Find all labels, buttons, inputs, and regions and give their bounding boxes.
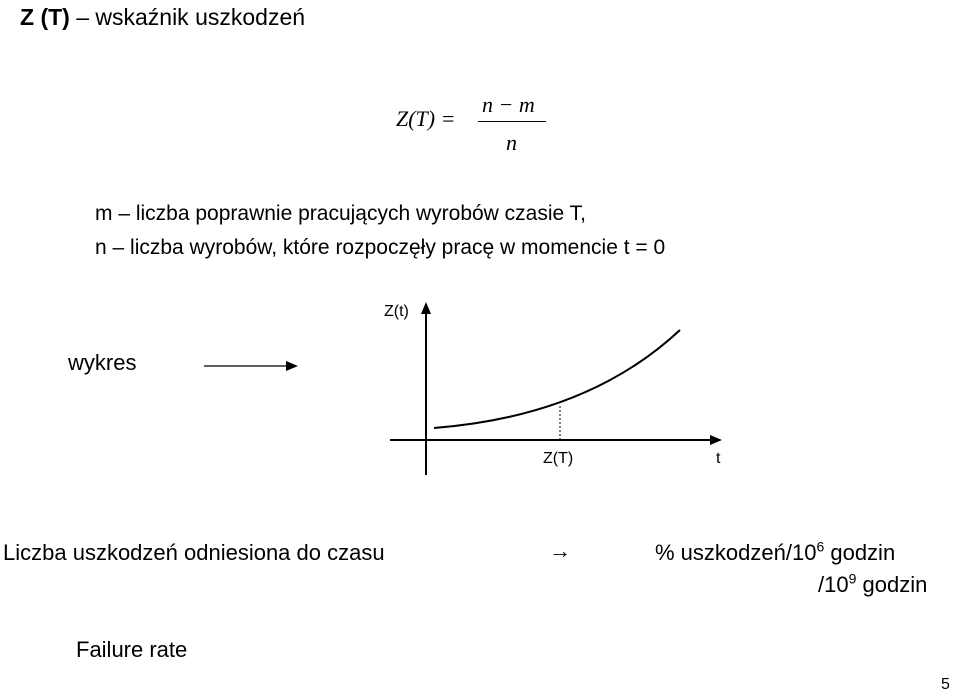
unit-2-suffix: godzin — [856, 572, 928, 597]
title-text: – wskaźnik uszkodzeń — [69, 4, 306, 30]
formula — [396, 92, 566, 162]
unit-1-suffix: godzin — [824, 540, 896, 565]
bottom-left-text: Liczba uszkodzeń odniesiona do czasu — [3, 540, 385, 565]
definition-m: m – liczba poprawnie pracujących wyrobów czasie T, — [95, 202, 586, 225]
unit-2-exponent: 9 — [848, 570, 857, 587]
marker-label: Z(T) — [543, 450, 574, 467]
definition-n: n – liczba wyrobów, które rozpoczęły pracę w momencie t = 0 — [95, 236, 666, 259]
unit-1-prefix: % uszkodzeń/10 — [655, 540, 817, 565]
x-axis-label: t — [716, 450, 721, 467]
right-arrow: → — [549, 538, 571, 563]
page-number: 5 — [941, 676, 950, 693]
formula-lhs: Z(T) = — [396, 106, 456, 131]
pointer-arrow — [204, 361, 298, 371]
page-title — [20, 4, 305, 31]
formula-denominator: n — [506, 130, 517, 155]
unit-per-1e9-hours — [818, 572, 927, 598]
unit-per-1e6-hours — [655, 540, 895, 566]
title-symbol: Z (T) — [20, 4, 70, 30]
failure-curve — [434, 330, 680, 428]
unit-2-prefix: /10 — [818, 572, 849, 597]
failure-chart — [190, 300, 750, 485]
y-axis — [421, 302, 431, 475]
failure-rate-label: Failure rate — [76, 637, 188, 662]
unit-1-exponent: 6 — [816, 538, 825, 555]
formula-numerator: n − m — [482, 92, 535, 117]
x-axis — [390, 435, 722, 445]
y-axis-label: Z(t) — [384, 303, 409, 320]
bottom-statement — [3, 540, 385, 566]
wykres-label: wykres — [68, 350, 137, 375]
fraction-bar — [478, 121, 546, 122]
